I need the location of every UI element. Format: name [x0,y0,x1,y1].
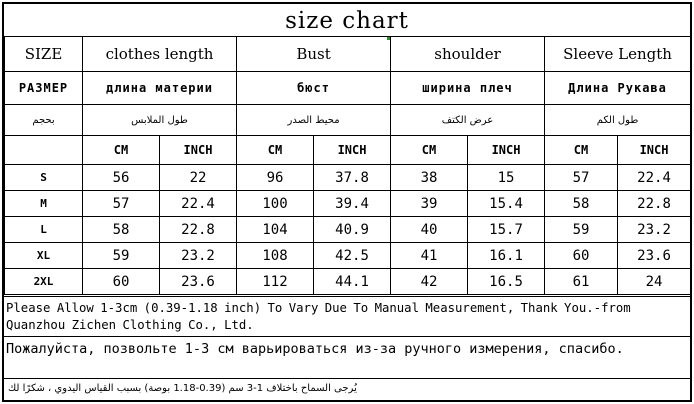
unit-cm: CM [237,136,314,165]
size-label: M [5,191,83,217]
table-row [5,243,691,269]
table-cell: 41 [391,243,468,269]
size-chart [2,2,692,402]
size-label: L [5,217,83,243]
table-row [5,191,691,217]
table-cell: 39 [391,191,468,217]
table-cell: 44.1 [314,269,391,295]
size-label: S [5,165,83,191]
header-sleeve-length-ru: Длина Рукава [545,72,691,105]
header-shoulder-ar: عرض الكتف [391,105,545,136]
measurement-note-arabic: يُرجى السماح باختلاف 1-3 سم (0.39-1.18 بوصة) بسبب القياس اليدوي ، شكرًا لك [4,378,690,400]
header-shoulder: shoulder [391,37,545,72]
table-cell: 58 [83,217,160,243]
header-sleeve-length-ar: طول الكم [545,105,691,136]
unit-inch: INCH [618,136,691,165]
table-cell: 24 [618,269,691,295]
table-cell: 42 [391,269,468,295]
table-cell: 22.4 [618,165,691,191]
table-cell: 100 [237,191,314,217]
table-cell: 112 [237,269,314,295]
table-cell: 23.6 [618,243,691,269]
unit-blank [5,136,83,165]
table-cell: 23.6 [160,269,237,295]
header-clothes-length-ar: طول الملابس [83,105,237,136]
table-cell: 15 [468,165,545,191]
size-label: XL [5,243,83,269]
unit-inch: INCH [314,136,391,165]
table-cell: 15.4 [468,191,545,217]
header-row-english [5,37,691,72]
header-row-arabic [5,105,691,136]
header-size-ar: بحجم [5,105,83,136]
table-cell: 57 [83,191,160,217]
size-table [4,36,691,295]
unit-cm: CM [83,136,160,165]
unit-row [5,136,691,165]
table-cell: 60 [545,243,618,269]
table-cell: 15.7 [468,217,545,243]
table-cell: 96 [237,165,314,191]
header-bust: Bust [237,37,391,72]
table-cell: 22.8 [618,191,691,217]
table-cell: 16.1 [468,243,545,269]
header-shoulder-ru: ширина плеч [391,72,545,105]
header-sleeve-length: Sleeve Length [545,37,691,72]
unit-cm: CM [545,136,618,165]
table-cell: 59 [83,243,160,269]
table-cell: 22.4 [160,191,237,217]
measurement-note-english: Please Allow 1-3cm (0.39-1.18 inch) To Vary Due To Manual Measurement, Thank You.-from Quanzhou Zichen Clothing Co., Ltd. [4,296,690,336]
table-cell: 22.8 [160,217,237,243]
header-bust-ar: محيط الصدر [237,105,391,136]
table-cell: 60 [83,269,160,295]
table-cell: 42.5 [314,243,391,269]
table-cell: 40 [391,217,468,243]
chart-title: size chart [285,8,409,34]
table-cell: 22 [160,165,237,191]
table-cell: 23.2 [618,217,691,243]
header-bust-ru: бюст [237,72,391,105]
table-row [5,217,691,243]
header-clothes-length-ru: длина материи [83,72,237,105]
header-row-russian [5,72,691,105]
unit-inch: INCH [160,136,237,165]
unit-cm: CM [391,136,468,165]
table-cell: 61 [545,269,618,295]
table-cell: 108 [237,243,314,269]
table-cell: 59 [545,217,618,243]
header-clothes-length: clothes length [83,37,237,72]
table-cell: 40.9 [314,217,391,243]
measurement-note-russian: Пожалуйста, позвольте 1-3 см варьироваться из-за ручного измерения, спасибо. [4,336,690,378]
table-row [5,269,691,295]
table-cell: 58 [545,191,618,217]
size-label: 2XL [5,269,83,295]
table-cell: 56 [83,165,160,191]
table-cell: 16.5 [468,269,545,295]
table-cell: 39.4 [314,191,391,217]
header-size-ru: РАЗМЕР [5,72,83,105]
header-size: SIZE [5,37,83,72]
unit-inch: INCH [468,136,545,165]
table-cell: 57 [545,165,618,191]
table-cell: 38 [391,165,468,191]
table-cell: 23.2 [160,243,237,269]
table-cell: 37.8 [314,165,391,191]
table-row [5,165,691,191]
table-cell: 104 [237,217,314,243]
